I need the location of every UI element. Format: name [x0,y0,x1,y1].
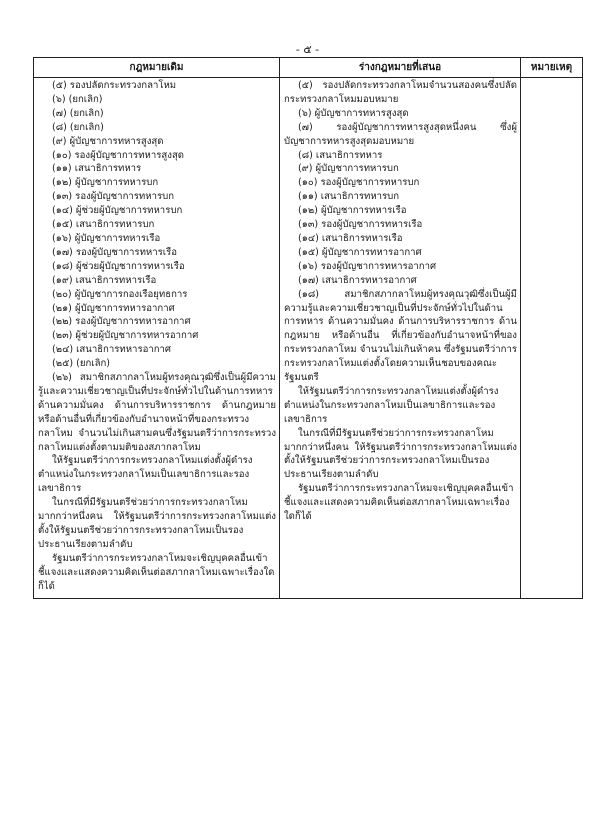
old-law-item: (๒๔) เสนาธิการทหารอากาศ [52,344,172,356]
proposed-law-item: (๑๖) รองผู้บัญชาการทหารอากาศ [298,260,437,272]
page-number: - ๕ - [295,43,320,56]
proposed-law-item: (๑๐) รองผู้บัญชาการทหารบก [298,177,420,189]
proposed-law-paragraph: ให้รัฐมนตรีว่าการกระทรวงกลาโหมแต่งตั้งผู้ดำรงตำแหน่งในกระทรวงกลาโหมเป็นเลขาธิการและรองเลขาธิการ [284,385,499,425]
old-law-item: (๖) (ยกเลิก) [52,93,103,105]
old-law-item: (๒๑) ผู้บัญชาการทหารอากาศ [52,302,175,314]
header-proposed-law: ร่างกฎหมายที่เสนอ [280,58,521,78]
old-law-item: (๑๒) ผู้บัญชาการทหารบก [52,177,159,189]
proposed-law-intro [284,79,517,149]
old-law-item: (๙) ผู้บัญชาการทหารสูงสุด [52,135,164,147]
proposed-law-paragraphs [284,288,517,524]
old-law-paragraph: ให้รัฐมนตรีว่าการกระทรวงกลาโหมแต่งตั้งผู้ดำรงตำแหน่งในกระทรวงกลาโหมเป็นเลขาธิการและรองเลขาธิการ [38,455,253,495]
old-law-item: (๒๓) ผู้ช่วยผู้บัญชาการทหารอากาศ [52,330,199,342]
table-body-row [34,78,583,599]
old-law-item: (๒๐) ผู้บัญชาการกองเรือยุทธการ [52,288,188,300]
old-law-item: (๑๗) รองผู้บัญชาการทหารเรือ [52,246,177,258]
old-law-column [34,78,280,599]
header-old-law: กฎหมายเดิม [34,58,280,78]
proposed-law-column [280,78,521,599]
old-law-paragraph: รัฐมนตรีว่าการกระทรวงกลาโหมจะเชิญบุคคลอื่นเข้าชี้แจงและแสดงความคิดเห็นต่อสภากลาโหมเฉพาะเรื่องใดก็ได้ [38,552,275,592]
old-law-item: (๗) (ยกเลิก) [52,107,104,119]
proposed-law-item: (๑๗) เสนาธิการทหารอากาศ [298,274,417,286]
old-law-item: (๑๙) เสนาธิการทหารเรือ [52,274,157,286]
old-law-item: (๒๒) รองผู้บัญชาการทหารอากาศ [52,316,191,328]
remarks-column [521,78,583,599]
old-law-item: (๑๔) ผู้ช่วยผู้บัญชาการทหารบก [52,205,183,217]
proposed-law-intro-item: (๖) ผู้บัญชาการทหารสูงสุด [298,107,409,119]
comparison-table [33,57,583,599]
old-law-item: (๑๘) ผู้ช่วยผู้บัญชาการทหารเรือ [52,260,185,272]
table-header-row [34,58,583,78]
proposed-law-item: (๑๕) ผู้บัญชาการทหารอากาศ [298,246,422,258]
proposed-law-intro-item: (๗) รองผู้บัญชาการทหารสูงสุดหนึ่งคน ซึ่งผู้บัญชาการทหารสูงสุดมอบหมาย [284,121,517,147]
old-law-item: (๕) รองปลัดกระทรวงกลาโหม [52,80,177,91]
old-law-item: (๒๕) (ยกเลิก) [52,358,111,370]
proposed-law-item: (๑๓) รองผู้บัญชาการทหารเรือ [298,219,423,231]
proposed-law-paragraph: (๑๘) สมาชิกสภากลาโหมผู้ทรงคุณวุฒิซึ่งเป็นผู้มีความรู้และความเชี่ยวชาญเป็นที่ประจักษ์ทั่วไปในด้านการทหาร ด้านความมั่นคง ด้านการบริหารราชการ ด้านกฎหมาย หรือด้านอื่น ที่เกี่ยวข้องกับอำนาจหน้าที่ของกระทรวงกลาโหม จำนวนไม่เกินห้าคน ซึ่งรัฐมนตรีว่าการกระทรวงกลาโหมแต่งตั้งโดยความเห็นชอบของคณะรัฐมนตรี [284,288,517,384]
proposed-law-item: (๑๒) ผู้บัญชาการทหารเรือ [298,205,407,217]
old-law-item-list [38,79,276,371]
proposed-law-item: (๑๑) เสนาธิการทหารบก [298,191,400,203]
old-law-paragraph: (๒๖) สมาชิกสภากลาโหมผู้ทรงคุณวุฒิซึ่งเป็นผู้มีความรู้และความเชี่ยวชาญเป็นที่ประจักษ์ทั่วไปในด้านการทหาร ด้านความมั่นคง ด้านการบริหารราชการ ด้านกฎหมายหรือด้านอื่นที่เกี่ยวข้องกับอำนาจหน้าที่ของกระทรวงกลาโหม จำนวนไม่เกินสามคนซึ่งรัฐมนตรีว่าการกระทรวงกลาโหมแต่งตั้งตามมติของสภากลาโหม [38,372,276,453]
old-law-paragraphs [38,371,276,594]
proposed-law-paragraph: รัฐมนตรีว่าการกระทรวงกลาโหมจะเชิญบุคคลอื่นเข้าชี้แจงและแสดงความคิดเห็นต่อสภากลาโหมเฉพาะเรื่องใดก็ได้ [284,483,514,523]
old-law-item: (๑๑) เสนาธิการทหาร [52,163,142,175]
old-law-paragraph: ในกรณีที่มีรัฐมนตรีช่วยว่าการกระทรวงกลาโหมมากกว่าหนึ่งคน ให้รัฐมนตรีว่าการกระทรวงกลาโหมแต่งตั้งให้รัฐมนตรีช่วยว่าการกระทรวงกลาโหมเป็นรองประธานเรียงตามลำดับ [38,497,276,550]
header-remarks: หมายเหตุ [521,58,583,78]
old-law-item: (๘) (ยกเลิก) [52,121,104,133]
old-law-item: (๑๐) รองผู้บัญชาการทหารสูงสุด [52,149,185,161]
proposed-law-item-list [284,149,517,288]
old-law-item: (๑๖) ผู้บัญชาการทหารเรือ [52,232,161,244]
proposed-law-intro-item: (๕) รองปลัดกระทรวงกลาโหมจำนวนสองคนซึ่งปลัดกระทรวงกลาโหมมอบหมาย [284,80,517,105]
proposed-law-item: (๑๔) เสนาธิการทหารเรือ [298,232,403,244]
old-law-item: (๑๕) เสนาธิการทหารบก [52,219,155,231]
proposed-law-item: (๘) เสนาธิการทหาร [298,149,383,161]
proposed-law-paragraph: ในกรณีที่มีรัฐมนตรีช่วยว่าการกระทรวงกลาโหมมากกว่าหนึ่งคน ให้รัฐมนตรีว่าการกระทรวงกลาโหมแต่งตั้งให้รัฐมนตรีช่วยว่าการกระทรวงกลาโหมเป็นรองประธานเรียงตามลำดับ [284,427,517,481]
old-law-item: (๑๓) รองผู้บัญชาการทหารบก [52,191,175,203]
proposed-law-item: (๙) ผู้บัญชาการทหารบก [298,163,399,175]
